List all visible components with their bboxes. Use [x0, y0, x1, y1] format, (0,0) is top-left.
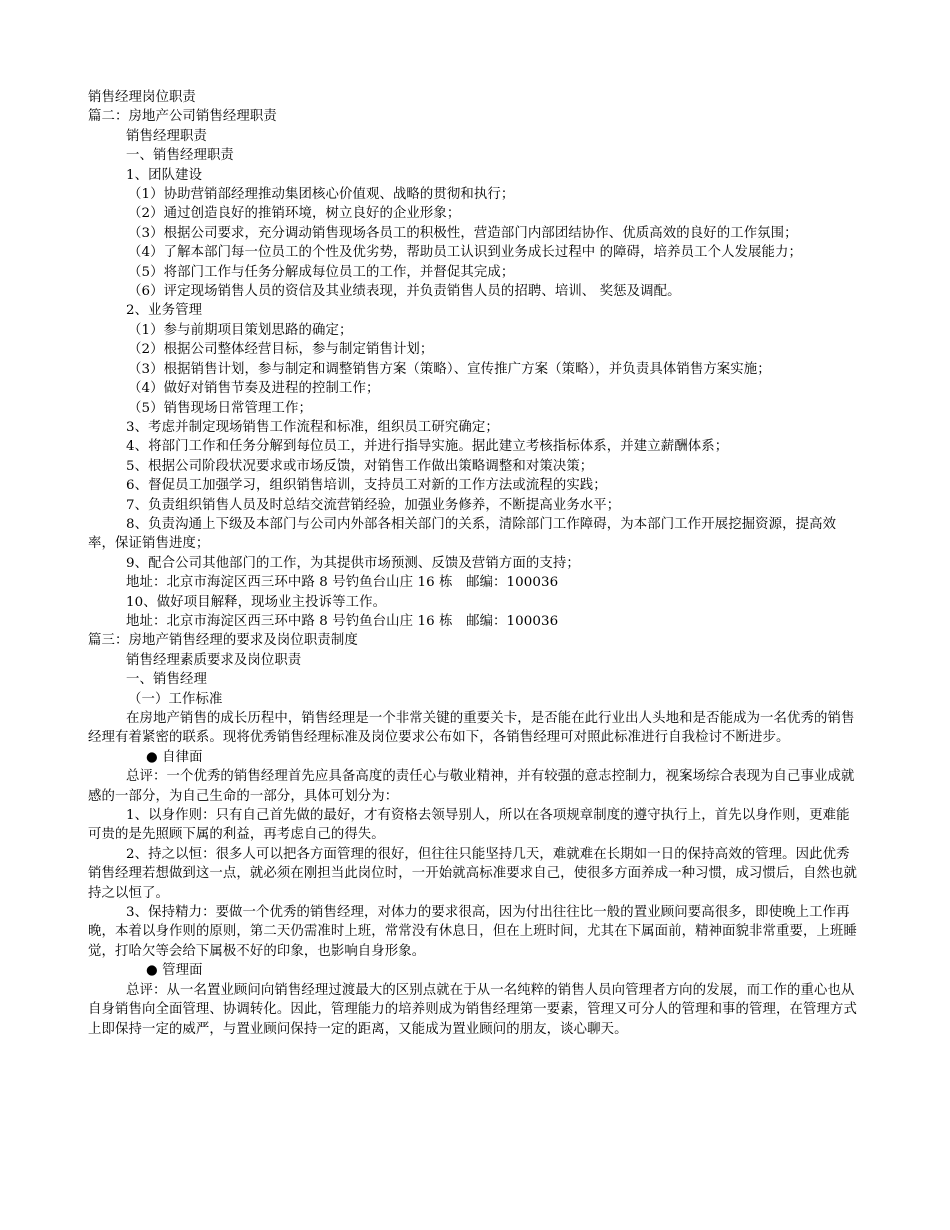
paragraph: 3、保持精力：要做一个优秀的销售经理，对体力的要求很高，因为付出往往比一般的置业顾问要高很多，即使晚上工作再晚，本着以身作则的原则，第二天仍需准时上班，常常没有休息日，但在上班时间，尤其在下属面前，精神面貌非常重要，上班睡觉，打哈欠等会给下属极不好的印象，也影响自身形象。 — [88, 905, 857, 959]
heading: 一、销售经理 — [126, 672, 207, 688]
list-item: （5）将部门工作与任务分解成每位员工的工作，并督促其完成； — [128, 264, 515, 280]
list-item: （4）做好对销售节奏及进程的控制工作； — [128, 381, 380, 397]
numbered-item: 7、负责组织销售人员及时总结交流营销经验，加强业务修养，不断提高业务水平； — [126, 497, 621, 513]
subheading: 1、团队建设 — [126, 167, 203, 183]
list-item: （6）评定现场销售人员的资信及其业绩表现，并负责销售人员的招聘、培训、 奖惩及调配。 — [128, 284, 681, 300]
list-item: （1）协助营销部经理推动集团核心价值观、战略的贯彻和执行； — [128, 187, 515, 203]
paragraph: 总评：从一名置业顾问向销售经理过渡最大的区别点就在于从一名纯粹的销售人员向管理者方向的发展，而工作的重心也从自身销售向全面管理、协调转化。因此，管理能力的培养则成为销售经理第一要素，管理又可分人的管理和事的管理，在管理方式上即保持一定的威严，与置业顾问保持一定的距离，又能成为置业顾问的朋友，谈心聊天。 — [88, 982, 857, 1037]
section-heading-part3: 篇三：房地产销售经理的要求及岗位职责制度 — [88, 633, 358, 649]
address-line: 地址：北京市海淀区西三环中路 8 号钓鱼台山庄 16 栋 邮编：100036 — [126, 575, 559, 591]
doc-title: 销售经理岗位职责 — [88, 90, 196, 105]
numbered-item: 4、将部门工作和任务分解到每位员工，并进行指导实施。据此建立考核指标体系，并建立薪酬体系； — [126, 439, 729, 455]
list-item: （4）了解本部门每一位员工的个性及优劣势，帮助员工认识到业务成长过程中 的障碍，培养员工个人发展能力； — [128, 245, 803, 261]
paragraph: 在房地产销售的成长历程中，销售经理是一个非常关键的重要关卡，是否能在此行业出人头地和是否能成为一名优秀的销售经理有着紧密的联系。现将优秀销售经理标准及岗位要求公布如下，各销售经理可对照此标准进行自我检讨不断进步。 — [88, 711, 855, 746]
bullet-heading: ● 自律面 — [146, 749, 203, 765]
list-item: （3）根据销售计划，参与制定和调整销售方案（策略）、宣传推广方案（策略），并负责具体销售方案实施； — [128, 361, 771, 377]
list-item: （1）参与前期项目策划思路的确定； — [128, 322, 353, 338]
bullet-heading: ● 管理面 — [146, 963, 203, 979]
subheading: （一）工作标准 — [128, 691, 223, 707]
document-body — [88, 88, 858, 1039]
subtitle: 销售经理素质要求及岗位职责 — [126, 652, 302, 668]
paragraph: 1、以身作则：只有自己首先做的最好，才有资格去领导别人，所以在各项规章制度的遵守执行上，首先以身作则，更难能可贵的是先照顾下属的利益，再考虑自己的得失。 — [88, 808, 850, 843]
numbered-item: 3、考虑并制定现场销售工作流程和标准，组织员工研究确定； — [126, 419, 499, 435]
heading: 一、销售经理职责 — [126, 148, 234, 164]
numbered-item: 6、督促员工加强学习，组织销售培训，支持员工对新的工作方法或流程的实践； — [126, 478, 607, 494]
subtitle: 销售经理职责 — [126, 128, 207, 144]
subheading: 2、业务管理 — [126, 303, 203, 319]
section-heading-part2: 篇二：房地产公司销售经理职责 — [88, 109, 277, 125]
numbered-item: 10、做好项目解释，现场业主投诉等工作。 — [126, 594, 387, 610]
paragraph: 2、持之以恒：很多人可以把各方面管理的很好，但往往只能坚持几天，难就难在长期如一日的保持高效的管理。因此优秀销售经理若想做到这一点，就必须在刚担当此岗位时，一开始就高标准要求自己，使很多方面养成一种习惯，成习惯后，自然也就持之以恒了。 — [88, 846, 857, 901]
list-item: （2）根据公司整体经营目标，参与制定销售计划； — [128, 342, 434, 358]
paragraph: 总评：一个优秀的销售经理首先应具备高度的责任心与敬业精神，并有较强的意志控制力，视案场综合表现为自己事业成就感的一部分，为自己生命的一部分，具体可划分为： — [88, 769, 855, 804]
list-item: （2）通过创造良好的推销环境，树立良好的企业形象； — [128, 206, 461, 222]
list-item: （5）销售现场日常管理工作； — [128, 400, 312, 416]
numbered-item: 5、根据公司阶段状况要求或市场反馈，对销售工作做出策略调整和对策决策； — [126, 458, 594, 474]
numbered-item: 9、配合公司其他部门的工作，为其提供市场预测、反馈及营销方面的支持； — [126, 555, 580, 571]
numbered-item: 8、负责沟通上下级及本部门与公司内外部各相关部门的关系，清除部门工作障碍，为本部门工作开展挖掘资源，提高效率，保证销售进度； — [88, 516, 837, 552]
address-line: 地址：北京市海淀区西三环中路 8 号钓鱼台山庄 16 栋 邮编：100036 — [126, 613, 559, 629]
list-item: （3）根据公司要求，充分调动销售现场各员工的积极性，营造部门内部团结协作、优质高效的良好的工作氛围； — [128, 225, 798, 241]
